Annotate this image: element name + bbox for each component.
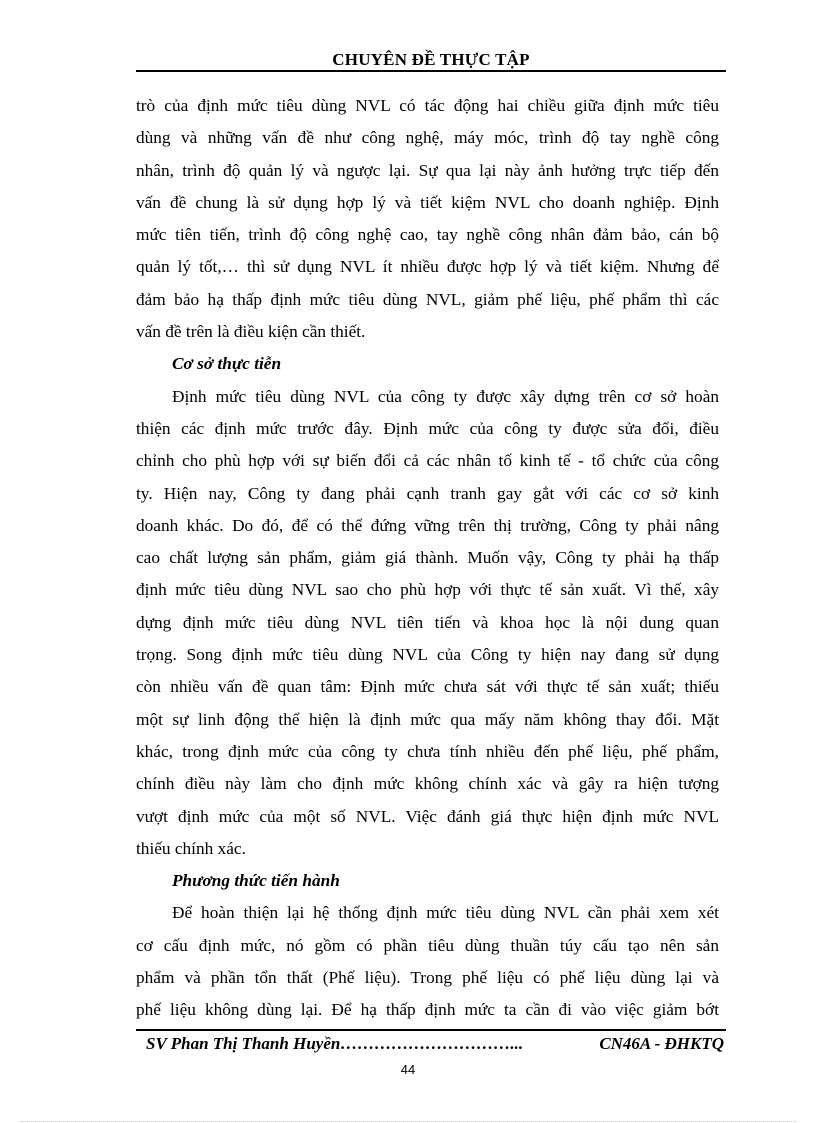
text-line: dùng và những vấn đề như công nghệ, máy móc, trình độ tay nghề công bbox=[136, 128, 719, 148]
text-line: còn nhiều vấn đề quan tâm: Định mức chưa sát với thực tế sản xuất; thiếu bbox=[136, 677, 719, 697]
text-line: quản lý tốt,… thì sử dụng NVL ít nhiều được hợp lý và tiết kiệm. Nhưng để bbox=[136, 257, 719, 277]
text-line: ty. Hiện nay, Công ty đang phải cạnh tranh gay gắt với các cơ sở kinh bbox=[136, 483, 719, 503]
text-line: chính điều này làm cho định mức không chính xác và gây ra hiện tượng bbox=[136, 774, 719, 794]
page-footer bbox=[146, 1034, 724, 1054]
text-line: thiện các định mức trước đây. Định mức của công ty được sửa đổi, điều bbox=[136, 418, 719, 438]
page-number: 44 bbox=[400, 1062, 416, 1077]
text-line: phẩm và phần tổn thất (Phế liệu). Trong phế liệu có phế liệu dùng lại và bbox=[136, 968, 719, 988]
text-line: nhân, trình độ quản lý và ngược lại. Sự qua lại này ảnh hưởng trực tiếp đến bbox=[136, 160, 719, 180]
text-line: vấn đề chung là sử dụng hợp lý và tiết kiệm NVL cho doanh nghiệp. Định bbox=[136, 192, 719, 212]
header-divider bbox=[136, 70, 726, 72]
section-heading-method: Phương thức tiến hành bbox=[172, 871, 340, 891]
text-line: dựng định mức tiêu dùng NVL tiên tiến và khoa học là nội dung quan bbox=[136, 612, 719, 632]
page-edge-divider bbox=[20, 1121, 796, 1122]
text-line: một sự linh động thể hiện là định mức qua mấy năm không thay đổi. Mặt bbox=[136, 709, 719, 729]
page-header-title: CHUYÊN ĐỀ THỰC TẬP bbox=[332, 50, 530, 69]
body-text bbox=[136, 90, 719, 1027]
text-line: định mức tiêu dùng NVL sao cho phù hợp với thực tế sản xuất. Vì thế, xây bbox=[136, 580, 719, 600]
text-line: Định mức tiêu dùng NVL của công ty được xây dựng trên cơ sở hoàn bbox=[172, 386, 719, 406]
text-line: khác, trong định mức của công ty chưa tính nhiều đến phế liệu, phế phẩm, bbox=[136, 741, 719, 761]
footer-divider bbox=[136, 1029, 726, 1031]
footer-class: CN46A - ĐHKTQ bbox=[599, 1034, 724, 1053]
text-line: vấn đề trên là điều kiện cần thiết. bbox=[136, 322, 366, 342]
text-line: cao chất lượng sản phẩm, giảm giá thành. Muốn vậy, Công ty phải hạ thấp bbox=[136, 548, 719, 568]
text-line: cơ cấu định mức, nó gồm có phần tiêu dùng thuần túy cấu tạo nên sản bbox=[136, 935, 719, 955]
text-line: thiếu chính xác. bbox=[136, 838, 246, 858]
text-line: Để hoàn thiện lại hệ thống định mức tiêu dùng NVL cần phải xem xét bbox=[172, 903, 719, 923]
text-line: đảm bảo hạ thấp định mức tiêu dùng NVL, giảm phế liệu, phế phẩm thì các bbox=[136, 289, 719, 309]
text-line: trọng. Song định mức tiêu dùng NVL của Công ty hiện nay đang sử dụng bbox=[136, 645, 719, 665]
text-line: doanh khác. Do đó, để có thể đứng vững trên thị trường, Công ty phải nâng bbox=[136, 515, 719, 535]
text-line: mức tiên tiến, trình độ công nghệ cao, tay nghề công nhân đảm bảo, cán bộ bbox=[136, 225, 719, 245]
footer-author: SV Phan Thị Thanh Huyền…………………………... bbox=[146, 1034, 524, 1053]
text-line: chỉnh cho phù hợp với sự biến đổi cả các nhân tố kinh tế - tổ chức của công bbox=[136, 451, 719, 471]
text-line: trò của định mức tiêu dùng NVL có tác động hai chiều giữa định mức tiêu bbox=[136, 96, 719, 115]
text-line: vượt định mức của một số NVL. Việc đánh giá thực hiện định mức NVL bbox=[136, 806, 719, 826]
text-line: phế liệu không dùng lại. Để hạ thấp định mức ta cần đi vào việc giảm bớt bbox=[136, 1000, 719, 1020]
section-heading-practical-basis: Cơ sở thực tiễn bbox=[172, 354, 282, 374]
